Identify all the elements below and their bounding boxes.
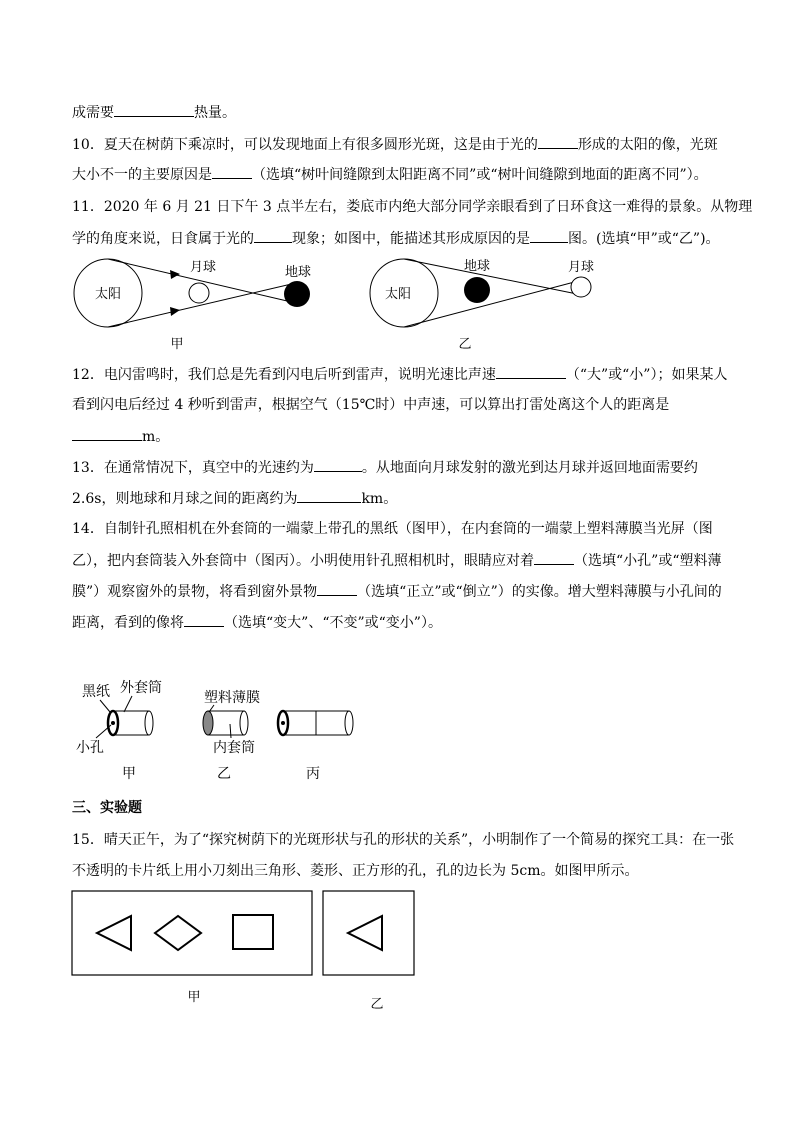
plastic-film-label: 塑料薄膜 — [204, 690, 260, 706]
answer-blank[interactable] — [538, 134, 578, 149]
text: 10．夏天在树荫下乘凉时，可以发现地面上有很多圆形光斑，这是由于光的 — [72, 137, 538, 153]
answer-blank[interactable] — [72, 426, 142, 441]
ray-line — [404, 280, 582, 327]
inner-tube-label: 内套筒 — [213, 740, 255, 756]
answer-blank[interactable] — [212, 164, 252, 179]
q11-line-2 — [72, 228, 720, 249]
arrow-icon — [170, 270, 180, 279]
eclipse-diagram-a — [74, 259, 311, 352]
answer-blank[interactable] — [317, 581, 357, 596]
pinhole-dot — [111, 721, 115, 725]
answer-blank[interactable] — [534, 550, 574, 565]
text: 成需要 — [72, 105, 114, 121]
text: 乙），把内套筒装入外套筒中（图丙）。小明使用针孔照相机时，眼睛应对着 — [72, 553, 534, 569]
text: 膜”）观察窗外的景物，将看到窗外景物 — [72, 584, 318, 600]
q9-tail-line — [72, 102, 236, 123]
text: 图。(选填“甲”或“乙”)。 — [568, 231, 720, 247]
text: （选填“树叶间缝隙到太阳距离不同”或“树叶间缝隙到地面的距离不同”）。 — [252, 167, 708, 183]
arrow-icon — [170, 307, 180, 316]
text: 13．在通常情况下，真空中的光速约为 — [72, 460, 314, 476]
text: m。 — [142, 429, 170, 445]
text: 11．2020 年 6 月 21 日下午 3 点半左右，娄底市内绝大部分同学亲眼看到了日环食这一难得的景象。从物理 — [72, 199, 753, 215]
earth-circle — [464, 277, 490, 303]
text: 距离，看到的像将 — [72, 615, 184, 631]
q11-line-1 — [72, 197, 752, 217]
q15-line-1 — [72, 830, 734, 850]
q15-line-2 — [72, 861, 638, 881]
text: （选填“变大”、“不变”或“变小”）。 — [224, 615, 442, 631]
figure-caption: 甲 — [122, 766, 136, 782]
sun-label: 太阳 — [384, 287, 412, 302]
text: km。 — [361, 491, 398, 507]
text: （“大”或“小”）；如果某人 — [565, 367, 728, 383]
figure-caption: 乙 — [458, 337, 472, 352]
figure-caption: 丙 — [306, 766, 320, 782]
plastic-film-shape — [203, 711, 213, 735]
eclipse-figure — [0, 250, 794, 360]
small-hole-label: 小孔 — [76, 740, 104, 756]
ray-line — [404, 259, 582, 295]
figure-caption: 乙 — [217, 766, 231, 782]
text: 不透明的卡片纸上用小刀刻出三角形、菱形、正方形的孔，孔的边长为 5cm。如图甲所示。 — [72, 863, 639, 879]
q13-line-1 — [72, 457, 698, 478]
figure-caption: 甲 — [187, 990, 201, 1005]
text: （选填“小孔”或“塑料薄 — [574, 553, 722, 569]
text: 2.6s，则地球和月球之间的距离约为 — [72, 491, 298, 507]
black-paper-label: 黑纸 — [82, 684, 110, 700]
answer-blank[interactable] — [114, 102, 194, 117]
text: 三、实验题 — [72, 800, 142, 816]
answer-blank[interactable] — [496, 364, 566, 379]
moon-label: 月球 — [189, 260, 217, 275]
q14-line-2 — [72, 550, 721, 571]
section-heading — [72, 798, 142, 818]
moon-circle — [571, 277, 591, 297]
q12-line-1 — [72, 364, 727, 385]
q13-line-2 — [72, 488, 397, 509]
earth-label: 地球 — [284, 265, 312, 280]
text: 12．电闪雷鸣时，我们总是先看到闪电后听到雷声，说明光速比声速 — [72, 367, 496, 383]
text: 。从地面向月球发射的激光到达月球并返回地面需要约 — [361, 460, 698, 476]
q12-line-2 — [72, 395, 669, 415]
answer-blank[interactable] — [254, 228, 292, 243]
text: 大小不一的主要原因是 — [72, 167, 212, 183]
sun-label: 太阳 — [94, 287, 122, 302]
q10-line-1 — [72, 134, 718, 155]
figure-caption: 乙 — [370, 997, 384, 1012]
text: 形成的太阳的像，光斑 — [577, 137, 718, 153]
text: 15．晴天正午，为了“探究树荫下的光斑形状与孔的形状的关系”，小明制作了一个简易的探究工具：在一张 — [72, 832, 735, 848]
q12-line-3 — [72, 426, 169, 447]
assembled-tube-diagram — [278, 711, 353, 782]
moon-label: 月球 — [567, 260, 595, 275]
answer-blank[interactable] — [530, 228, 568, 243]
pinhole-camera-figure — [0, 672, 794, 787]
q14-line-1 — [72, 519, 713, 539]
answer-blank[interactable] — [297, 488, 361, 503]
moon-circle — [189, 283, 209, 303]
answer-blank[interactable] — [314, 457, 362, 472]
q14-line-4 — [72, 612, 442, 633]
card-a — [72, 891, 312, 1005]
outer-tube-label: 外套筒 — [120, 680, 162, 696]
figure-caption: 甲 — [170, 337, 184, 352]
answer-blank[interactable] — [184, 612, 224, 627]
q10-line-2 — [72, 164, 708, 185]
text: 现象；如图中，能描述其形成原因的是 — [292, 231, 530, 247]
card-b — [323, 891, 414, 1012]
q14-line-3 — [72, 581, 722, 602]
text: 14．自制针孔照相机在外套筒的一端蒙上带孔的黑纸（图甲），在内套筒的一端蒙上塑料薄膜当光屏（图 — [72, 521, 713, 537]
inner-tube-diagram — [203, 689, 260, 782]
hole-shapes-figure — [0, 885, 794, 1015]
text: 学的角度来说，日食属于光的 — [72, 231, 254, 247]
text: 热量。 — [194, 105, 236, 121]
earth-circle — [284, 281, 310, 307]
earth-label: 地球 — [463, 259, 491, 274]
outer-tube-diagram — [76, 680, 162, 782]
text: 看到闪电后经过 4 秒听到雷声，根据空气（15℃时）中声速，可以算出打雷处离这个人的距离是 — [72, 397, 670, 413]
text: （选填“正立”或“倒立”）的实像。增大塑料薄膜与小孔间的 — [357, 584, 722, 600]
eclipse-diagram-b — [370, 258, 594, 352]
